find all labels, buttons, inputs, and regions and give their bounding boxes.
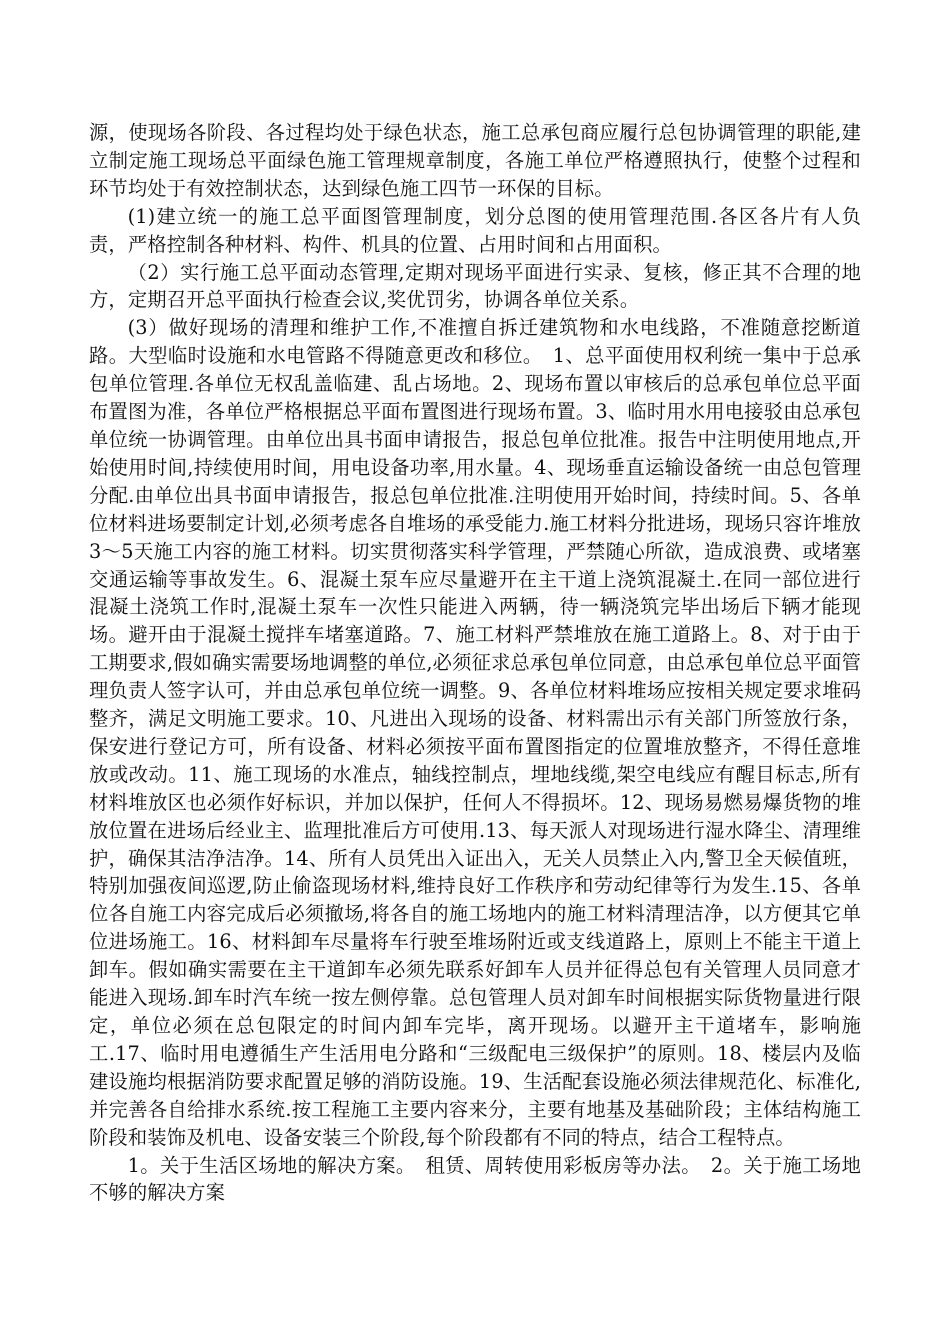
paragraph-site-solutions: 1。关于生活区场地的解决方案。 租赁、周转使用彩板房等办法。 2。关于施工场地不够的解决方案	[89, 1153, 861, 1205]
paragraph-item-2: （2）实行施工总平面动态管理,定期对现场平面进行实录、复核，修正其不合理的地方，定期召开总平面执行检查会议,奖优罚劣，协调各单位关系。	[89, 260, 861, 312]
paragraph-continuation: 源，使现场各阶段、各过程均处于绿色状态，施工总承包商应履行总包协调管理的职能,建立制定施工现场总平面绿色施工管理规章制度，各施工单位严格遵照执行，使整个过程和环节均处于有效控制状态，达到绿色施工四节一环保的目标。	[89, 121, 861, 200]
paragraph-item-1: (1)建立统一的施工总平面图管理制度，划分总图的使用管理范围.各区各片有人负责，严格控制各种材料、构件、机具的位置、占用时间和占用面积。	[89, 204, 861, 256]
document-body	[89, 119, 861, 1207]
paragraph-item-3: (3）做好现场的清理和维护工作,不准擅自拆迁建筑物和水电线路，不准随意挖断道路。大型临时设施和水电管路不得随意更改和移位。 1、总平面使用权利统一集中于总承包单位管理.各单位无权乱盖临建、乱占场地。2、现场布置以审核后的总承包单位总平面布置图为准，各单位严格根据总平面布置图进行现场布置。3、临时用水用电接驳由总承包单位统一协调管理。由单位出具书面申请报告，报总包单位批准。报告中注明使用地点,开始使用时间,持续使用时间，用电设备功率,用水量。4、现场垂直运输设备统一由总包管理分配.由单位出具书面申请报告，报总包单位批准.注明使用开始时间，持续时间。5、各单位材料进场要制定计划,必须考虑各自堆场的承受能力.施工材料分批进场，现场只容许堆放3～5天施工内容的施工材料。切实贯彻落实科学管理，严禁随心所欲，造成浪费、或堵塞交通运输等事故发生。6、混凝土泵车应尽量避开在主干道上浇筑混凝土.在同一部位进行混凝土浇筑工作时,混凝土泵车一次性只能进入两辆，待一辆浇筑完毕出场后下辆才能现场。避开由于混凝土搅拌车堵塞道路。7、施工材料严禁堆放在施工道路上。8、对于由于工期要求,假如确实需要场地调整的单位,必须征求总承包单位同意，由总承包单位总平面管理负责人签字认可，并由总承包单位统一调整。9、各单位材料堆场应按相关规定要求堆码整齐，满足文明施工要求。10、凡进出入现场的设备、材料需出示有关部门所签放行条，保安进行登记方可，所有设备、材料必须按平面布置图指定的位置堆放整齐，不得任意堆放或改动。11、施工现场的水准点，轴线控制点，埋地线缆,架空电线应有醒目标志,所有材料堆放区也必须作好标识，并加以保护，任何人不得损坏。12、现场易燃易爆货物的堆放位置在进场后经业主、监理批准后方可使用.13、每天派人对现场进行湿水降尘、清理维护，确保其洁净洁净。14、所有人员凭出入证出入，无关人员禁止入内,警卫全天候值班，特别加强夜间巡逻,防止偷盗现场材料,维持良好工作秩序和劳动纪律等行为发生.15、各单位各自施工内容完成后必须撤场,将各自的施工场地内的施工材料清理洁净，以方便其它单位进场施工。16、材料卸车尽量将车行驶至堆场附近或支线道路上，原则上不能主干道上卸车。假如确实需要在主干道卸车必须先联系好卸车人员并征得总包有关管理人员同意才能进入现场.卸车时汽车统一按左侧停靠。总包管理人员对卸车时间根据实际货物量进行限定，单位必须在总包限定的时间内卸车完毕，离开现场。以避开主干道堵车，影响施工.17、临时用电遵循生产生活用电分路和“三级配电三级保护”的原则。18、楼层内及临建设施均根据消防要求配置足够的消防设施。19、生活配套设施必须法律规范化、标准化,并完善各自给排水系统.按工程施工主要内容来分，主要有地基及基础阶段；主体结构施工阶段和装饰及机电、设备安装三个阶段,每个阶段都有不同的特点，结合工程特点。	[89, 316, 861, 1149]
